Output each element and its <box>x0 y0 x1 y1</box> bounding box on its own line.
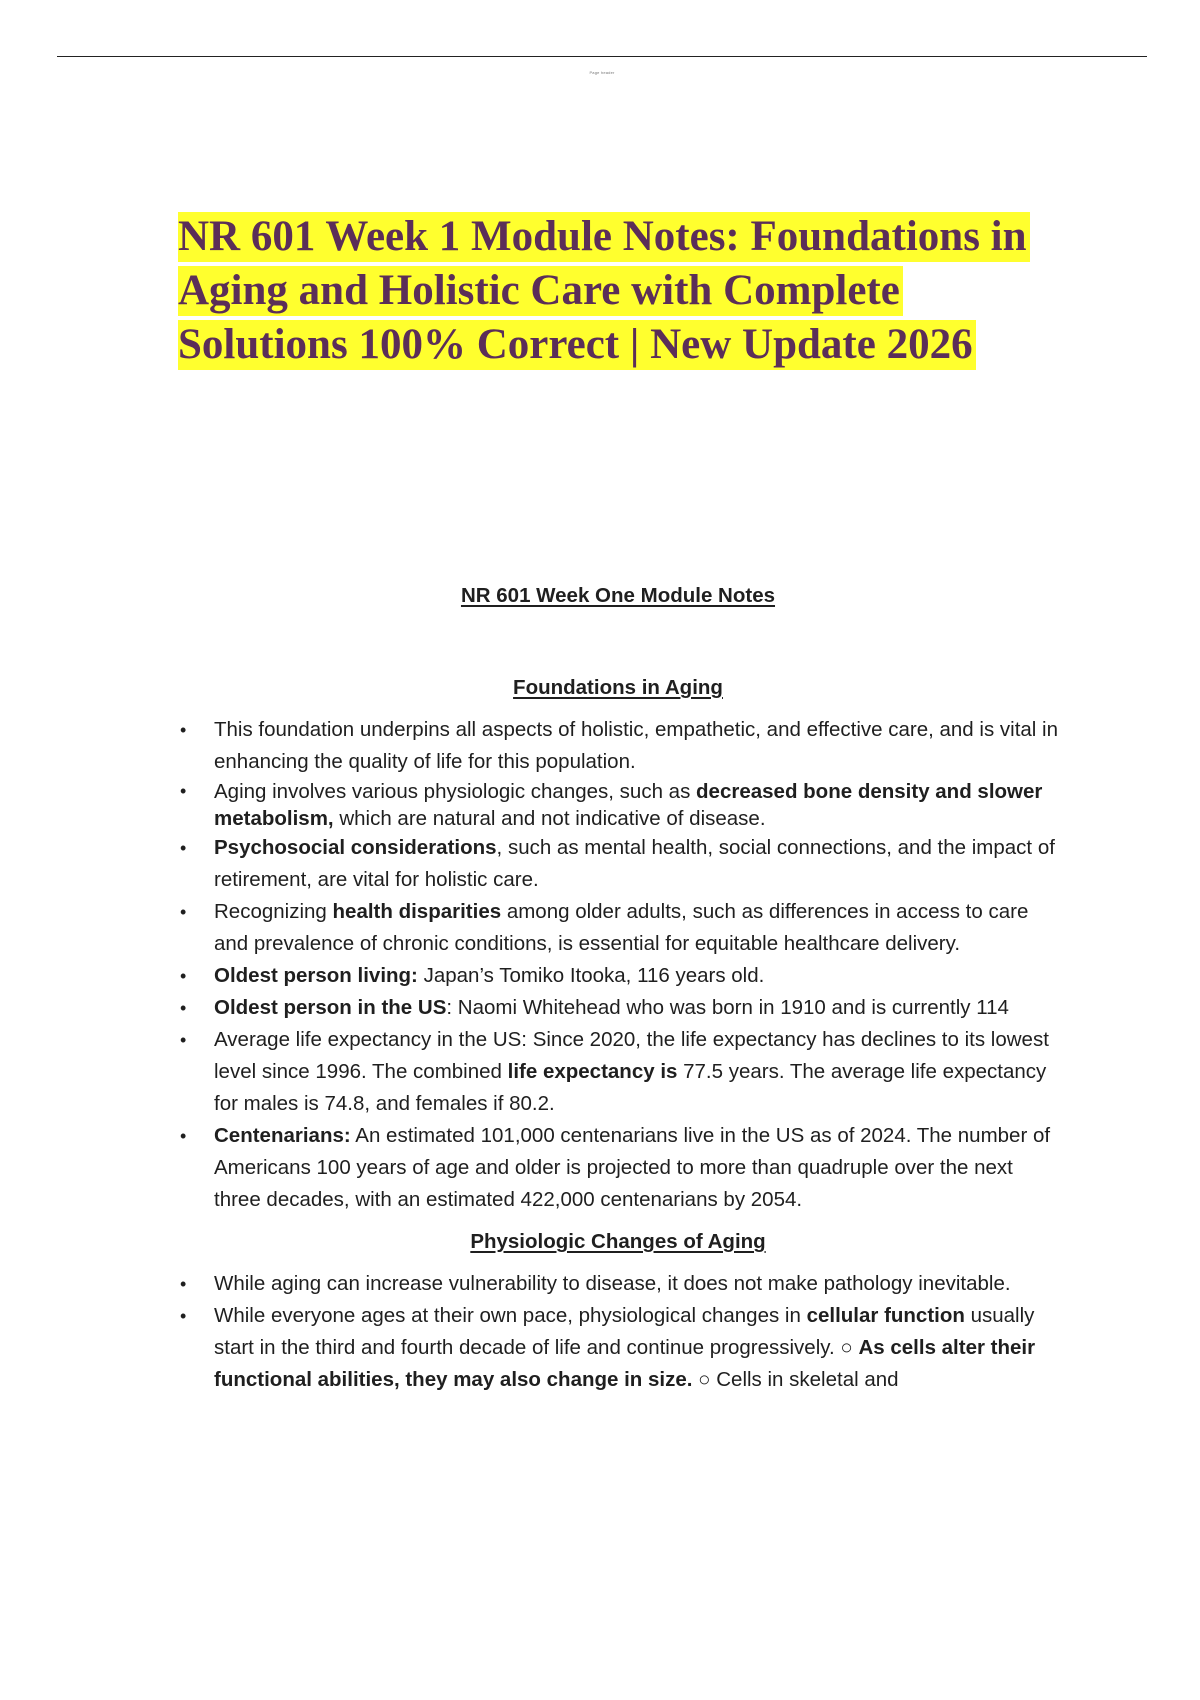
item-text: 77.5 years. The average life expectancy for males is 74.8, and females if 80.2. <box>214 1060 1047 1115</box>
list-item <box>178 714 1058 778</box>
item-text: This foundation underpins all aspects of holistic, empathetic, and effective care, and is vital in enhancing the quality of life for this population. <box>214 718 1059 773</box>
list-item <box>178 778 1058 832</box>
item-bold-text: Oldest person living: <box>214 964 418 987</box>
bullet-icon: • <box>180 720 187 740</box>
item-text: : Naomi Whitehead who was born in 1910 and is currently 114 <box>446 996 1009 1019</box>
bullet-icon: • <box>180 966 187 986</box>
foundations-heading: Foundations in Aging <box>513 676 723 699</box>
list-item <box>178 896 1058 960</box>
list-item <box>178 992 1058 1024</box>
list-item <box>178 1120 1058 1216</box>
title-line-1: NR 601 Week 1 Module Notes: Foundations in <box>178 212 1030 262</box>
physiologic-heading: Physiologic Changes of Aging <box>470 1230 766 1253</box>
foundations-list <box>178 714 1058 1216</box>
item-bold-text: As cells alter their functional abilities, they may also change in size. <box>214 1336 1036 1391</box>
bullet-icon: • <box>180 902 187 922</box>
list-item <box>178 960 1058 992</box>
bullet-icon: • <box>180 781 187 801</box>
physiologic-list <box>178 1268 1058 1396</box>
item-text: , such as mental health, social connections, and the impact of retirement, are vital for holistic care. <box>214 836 1055 891</box>
item-text: Aging involves various physiologic changes, such as <box>214 780 697 803</box>
item-text: Average life expectancy in the US: Since 2020, the life expectancy has declines to its lowest level since 1996. The combined <box>214 1028 1049 1083</box>
header-rule <box>57 56 1147 57</box>
item-text: An estimated 101,000 centenarians live in the US as of 2024. The number of Americans 100 years of age and older is projected to more than quadruple over the next three decades, with an estimated 422,000 centenarians by 2054. <box>214 1124 1051 1211</box>
document-title <box>178 210 1078 372</box>
item-text: which are natural and not indicative of disease. <box>333 807 766 830</box>
item-text: Japan’s Tomiko Itooka, 116 years old. <box>417 964 765 987</box>
week-heading: NR 601 Week One Module Notes <box>460 584 776 607</box>
list-item <box>178 1300 1058 1396</box>
list-item <box>178 832 1058 896</box>
item-bold-text: health disparities <box>332 900 502 923</box>
bullet-icon: • <box>180 998 187 1018</box>
item-text: While everyone ages at their own pace, physiological changes in <box>214 1304 807 1327</box>
item-text: While aging can increase vulnerability to disease, it does not make pathology inevitable. <box>214 1272 1011 1295</box>
item-bold-text: decreased bone density and slower metabolism, <box>214 780 1043 830</box>
item-bold-text: Centenarians: <box>214 1124 351 1147</box>
list-item <box>178 1024 1058 1120</box>
bullet-icon: • <box>180 838 187 858</box>
list-item <box>178 1268 1058 1300</box>
bullet-icon: • <box>180 1274 187 1294</box>
title-line-3: Solutions 100% Correct | New Update 2026 <box>178 320 976 370</box>
document-body <box>178 580 1058 1396</box>
item-bold-text: Oldest person in the US <box>214 996 447 1019</box>
bullet-icon: • <box>180 1306 187 1326</box>
item-bold-text: cellular function <box>806 1304 965 1327</box>
item-text: among older adults, such as differences in access to care and prevalence of chronic conditions, is essential for equitable healthcare delivery. <box>214 900 1029 955</box>
item-bold-text: life expectancy is <box>507 1060 678 1083</box>
bullet-icon: • <box>180 1030 187 1050</box>
item-bold-text: Psychosocial considerations <box>214 836 497 859</box>
item-text: ○ Cells in skeletal and <box>692 1368 899 1391</box>
item-text: Recognizing <box>214 900 333 923</box>
bullet-icon: • <box>180 1126 187 1146</box>
header-mark: Page header <box>589 70 615 75</box>
title-line-2: Aging and Holistic Care with Complete <box>178 266 903 316</box>
item-text: usually start in the third and fourth decade of life and continue progressively. ○ <box>214 1304 1035 1359</box>
